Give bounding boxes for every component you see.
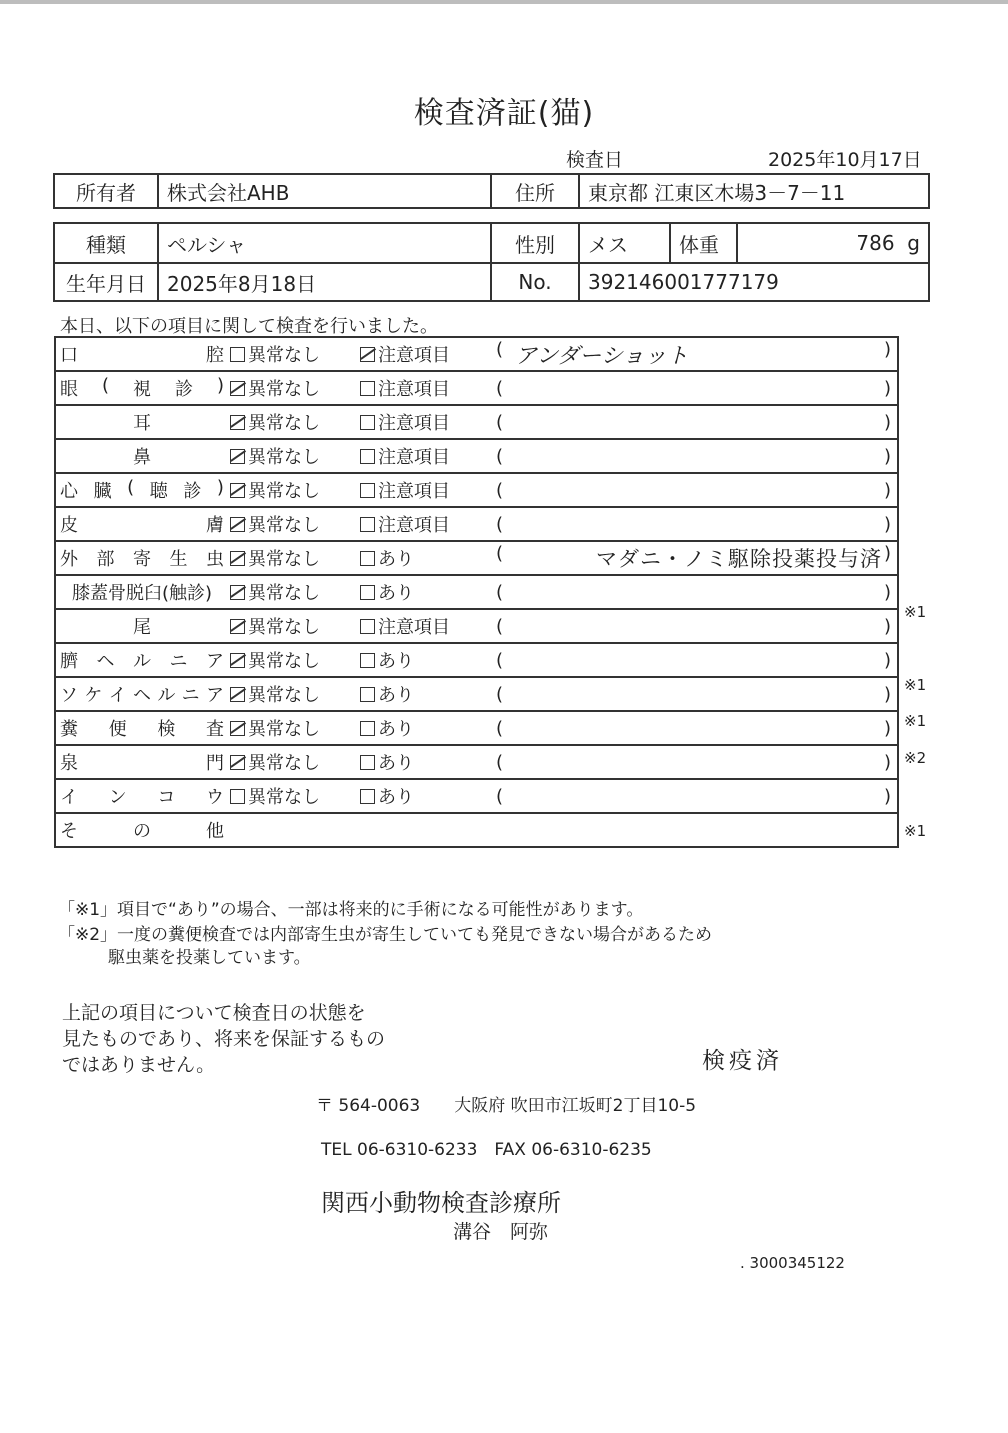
exam-item-name (55, 609, 226, 643)
weight-value: 786 (856, 231, 895, 255)
normal-cell (226, 779, 360, 813)
paren-close: ) (883, 649, 891, 671)
exam-item-name-char: 虫 (206, 549, 224, 570)
detail-cell (492, 473, 898, 507)
detail-text (503, 786, 884, 807)
caution-label: あり (378, 549, 414, 570)
animal-table (53, 222, 930, 302)
normal-cell (226, 575, 360, 609)
normal-checkbox[interactable] (230, 653, 245, 668)
exam-item-name-char: イ (60, 787, 78, 808)
caution-checkbox[interactable] (360, 449, 375, 464)
exam-row (55, 405, 898, 439)
exam-item-name (55, 405, 226, 439)
normal-label: 異常なし (248, 379, 320, 400)
normal-cell (226, 677, 360, 711)
scan-edge (0, 0, 1008, 4)
exam-row (55, 711, 898, 745)
paren-open: ( (496, 751, 504, 773)
exam-item-name (55, 439, 226, 473)
exam-item-name-char: の (133, 821, 151, 842)
exam-item-name (55, 473, 226, 507)
caution-cell (360, 711, 492, 745)
caution-label: 注意項目 (378, 413, 450, 434)
exam-item-name-char: ン (108, 787, 127, 808)
detail-text: マダニ・ノミ駆除投薬投与済 (595, 547, 882, 571)
caution-cell (360, 507, 492, 541)
exam-item-name-char: 聴 (149, 481, 168, 502)
exam-item-name-char: 膝蓋骨脱臼(触診) (71, 583, 213, 604)
exam-item-name-char: ( (101, 375, 110, 396)
caution-checkbox[interactable] (360, 585, 375, 600)
no-value: 392146001777179 (579, 263, 929, 301)
no-label: No. (491, 263, 579, 301)
exam-item-name-char: 門 (206, 753, 224, 774)
exam-item-name-char: 耳 (133, 413, 151, 434)
dob-label: 生年月日 (54, 263, 158, 301)
sex-label: 性別 (491, 223, 579, 263)
exam-item-name (55, 643, 226, 677)
paren-open: ( (496, 581, 504, 603)
caution-checkbox[interactable] (360, 619, 375, 634)
document-title: 検査済証(猫) (413, 96, 595, 131)
clinic-name: 関西小動物検査診療所 (321, 1189, 561, 1217)
exam-item-name (55, 711, 226, 745)
detail-text: アンダーショット (515, 343, 689, 369)
document-code: . 3000345122 (740, 1254, 845, 1272)
paren-close: ) (883, 411, 891, 433)
caution-label: あり (378, 753, 414, 774)
exam-item-name-char: 泉 (60, 753, 78, 774)
normal-label: 異常なし (248, 685, 320, 706)
exam-item-name-char: ウ (205, 787, 224, 808)
exam-item-name-char: ) (216, 477, 224, 498)
normal-checkbox[interactable] (230, 687, 245, 702)
exam-item-name-chars (60, 443, 224, 469)
exam-item-name (55, 813, 226, 847)
exam-item-name-char: 口 (60, 345, 78, 366)
detail-cell (492, 507, 898, 541)
caution-cell (360, 473, 492, 507)
caution-cell (360, 439, 492, 473)
detail-text (503, 616, 884, 637)
exam-item-name-chars (60, 545, 224, 571)
exam-item-name-char: ニ (181, 685, 200, 706)
normal-cell (226, 541, 360, 575)
caution-label: 注意項目 (378, 617, 450, 638)
exam-item-name-char: ケ (84, 685, 103, 706)
owner-value: 株式会社AHB (158, 174, 491, 208)
detail-wrap (492, 543, 897, 573)
normal-cell (226, 439, 360, 473)
footnote-mark: ※2 (904, 748, 927, 767)
exam-row (55, 371, 898, 405)
exam-item-name-char: 査 (205, 719, 224, 740)
caution-cell (360, 745, 492, 779)
exam-row (55, 473, 898, 507)
disclaimer (62, 1000, 385, 1078)
paren-open: ( (496, 649, 504, 671)
paren-open: ( (496, 785, 504, 807)
normal-label: 異常なし (248, 413, 320, 434)
exam-item-name-chars (60, 511, 224, 537)
exam-item-name-char: イ (108, 685, 127, 706)
detail-text (503, 752, 884, 773)
normal-label: 異常なし (248, 549, 320, 570)
caution-checkbox[interactable] (360, 721, 375, 736)
exam-item-name-char: 膚 (206, 515, 224, 536)
normal-checkbox[interactable] (230, 483, 245, 498)
exam-item-name-char: 寄 (133, 549, 151, 570)
normal-cell (226, 473, 360, 507)
detail-cell (492, 711, 898, 745)
paren-close: ) (883, 513, 891, 535)
exam-item-name (55, 541, 226, 575)
exam-item-name-chars (60, 647, 224, 673)
veterinarian-name: 溝谷 阿弥 (453, 1221, 549, 1243)
exam-item-name-char: 便 (108, 719, 127, 740)
exam-item-name-char: 他 (206, 821, 224, 842)
exam-item-name-char: 糞 (60, 719, 78, 740)
normal-cell (226, 337, 360, 371)
normal-label: 異常なし (248, 345, 320, 366)
caution-label: あり (378, 651, 414, 672)
footnote-mark: ※1 (904, 821, 927, 840)
exam-row (55, 745, 898, 779)
normal-checkbox[interactable] (230, 619, 245, 634)
detail-cell (492, 575, 898, 609)
address-label: 住所 (491, 174, 579, 208)
clinic-phone-fax: TEL 06-6310-6233 FAX 06-6310-6235 (321, 1140, 652, 1160)
exam-row (55, 813, 898, 847)
footnote-mark: ※1 (904, 712, 927, 730)
normal-label: 異常なし (248, 515, 320, 536)
intro-text: 本日、以下の項目に関して検査を行いました。 (60, 316, 438, 337)
exam-row (55, 643, 898, 677)
sex-value: メス (579, 223, 670, 263)
exam-table (54, 336, 899, 848)
exam-row (55, 779, 898, 813)
exam-item-name-chars (60, 749, 224, 775)
dob-value: 2025年8月18日 (158, 263, 491, 301)
normal-label: 異常なし (248, 447, 320, 468)
note-2: 「※2」一度の糞便検査では内部寄生虫が寄生していても発見できない場合があるため (58, 925, 713, 945)
detail-wrap (492, 339, 897, 370)
detail-wrap (492, 378, 897, 399)
exam-item-name-char: ル (157, 685, 176, 706)
detail-cell (492, 677, 898, 711)
caution-cell (360, 337, 492, 371)
paren-close: ) (883, 377, 891, 399)
exam-row (55, 507, 898, 541)
address-value: 東京都 江東区木場3－7－11 (579, 174, 929, 208)
exam-row (55, 677, 898, 711)
caution-checkbox[interactable] (360, 653, 375, 668)
caution-checkbox[interactable] (360, 755, 375, 770)
detail-wrap (492, 616, 897, 637)
paren-close: ) (883, 445, 891, 467)
normal-label: 異常なし (248, 753, 320, 774)
exam-item-name-char: ) (216, 375, 224, 396)
paren-open: ( (496, 445, 504, 467)
paren-open: ( (496, 683, 504, 705)
exam-item-name-char: 尾 (133, 617, 151, 638)
exam-item-name-char: ル (133, 651, 151, 672)
exam-item-name-char: ( (127, 477, 135, 498)
caution-cell (360, 609, 492, 643)
exam-item-name (55, 575, 226, 609)
normal-checkbox[interactable] (230, 517, 245, 532)
detail-cell (492, 439, 898, 473)
exam-item-name (55, 507, 226, 541)
normal-cell (226, 643, 360, 677)
paren-close: ) (883, 615, 891, 637)
exam-item-name-char: ヘ (96, 651, 115, 672)
normal-cell (226, 405, 360, 439)
detail-text (503, 412, 884, 433)
exam-item-name-char: 臓 (93, 481, 112, 502)
exam-item-name-chars (60, 579, 224, 605)
paren-open: ( (496, 338, 504, 360)
exam-row (55, 541, 898, 575)
exam-item-name-char: 外 (60, 549, 78, 570)
exam-item-name-char: 眼 (60, 379, 78, 400)
paren-open: ( (496, 615, 504, 637)
caution-label: あり (378, 787, 414, 808)
breed-label: 種類 (54, 223, 158, 263)
detail-text (503, 378, 884, 399)
paren-open: ( (496, 543, 504, 564)
other-notes-cell (226, 813, 898, 847)
caution-cell (360, 371, 492, 405)
normal-checkbox[interactable] (230, 415, 245, 430)
detail-text (503, 446, 884, 467)
caution-cell (360, 405, 492, 439)
quarantine-stamp: 検疫済 (702, 1048, 783, 1074)
disclaimer-line-3: ではありません。 (62, 1054, 216, 1076)
caution-cell (360, 541, 492, 575)
normal-cell (226, 711, 360, 745)
exam-item-name-chars (60, 409, 224, 435)
normal-cell (226, 507, 360, 541)
exam-item-name-chars (60, 715, 224, 741)
caution-checkbox[interactable] (360, 517, 375, 532)
note-2-cont: 駆虫薬を投薬しています。 (108, 948, 311, 968)
paren-close: ) (883, 683, 891, 705)
exam-item-name-chars (60, 817, 224, 843)
detail-cell (492, 609, 898, 643)
weight-cell (737, 223, 929, 263)
exam-item-name-chars (60, 341, 224, 367)
owner-table (53, 173, 930, 209)
detail-text (503, 718, 884, 739)
caution-cell (360, 643, 492, 677)
detail-cell (492, 745, 898, 779)
disclaimer-line-1: 上記の項目について検査日の状態を (62, 1002, 366, 1024)
paren-close: ) (883, 751, 891, 773)
caution-cell (360, 575, 492, 609)
disclaimer-line-2: 見たものであり、将来を保証するもの (62, 1028, 386, 1050)
detail-wrap (492, 514, 897, 535)
paren-close: ) (883, 543, 891, 564)
exam-row (55, 439, 898, 473)
exam-item-name-char: 心 (60, 481, 78, 502)
exam-item-name (55, 371, 226, 405)
clinic-address: 〒 564-0063 大阪府 吹田市江坂町2丁目10-5 (316, 1096, 697, 1116)
detail-text (503, 582, 884, 603)
exam-item-name-chars (60, 783, 224, 809)
exam-item-name-char: 生 (169, 549, 188, 570)
breed-value: ペルシャ (158, 223, 491, 263)
paren-open: ( (496, 513, 504, 535)
footnote-mark: ※1 (904, 675, 927, 694)
exam-item-name-char: ヘ (132, 685, 151, 706)
detail-text (503, 650, 884, 671)
exam-date-value: 2025年10月17日 (768, 149, 922, 171)
weight-unit: g (907, 231, 920, 255)
detail-wrap (492, 582, 897, 603)
paren-close: ) (883, 717, 891, 739)
detail-text (503, 514, 884, 535)
exam-item-name-char: 臍 (60, 651, 78, 672)
exam-item-name-chars (60, 613, 224, 639)
detail-wrap (492, 718, 897, 739)
detail-cell (492, 643, 898, 677)
owner-label: 所有者 (54, 174, 158, 208)
caution-label: 注意項目 (378, 379, 450, 400)
exam-item-name-char: ニ (169, 651, 188, 672)
normal-checkbox[interactable] (230, 721, 245, 736)
note-1: 「※1」項目で“あり”の場合、一部は将来的に手術になる可能性があります。 (58, 900, 644, 920)
exam-item-name-chars (60, 681, 224, 707)
exam-item-name-char: 皮 (60, 515, 78, 536)
caution-checkbox[interactable] (360, 483, 375, 498)
caution-checkbox[interactable] (360, 551, 375, 566)
caution-checkbox[interactable] (360, 381, 375, 396)
caution-label: あり (378, 685, 414, 706)
detail-wrap (492, 786, 897, 807)
normal-checkbox[interactable] (230, 585, 245, 600)
detail-text (503, 480, 884, 501)
detail-wrap (492, 752, 897, 773)
caution-cell (360, 677, 492, 711)
exam-row (55, 575, 898, 609)
footnote-mark: ※1 (904, 602, 927, 621)
caution-cell (360, 779, 492, 813)
paren-close: ) (883, 479, 891, 501)
caution-checkbox[interactable] (360, 687, 375, 702)
exam-item-name-char: ソ (60, 685, 78, 706)
exam-item-name (55, 337, 226, 371)
exam-item-name-char: ア (205, 685, 224, 706)
caution-label: 注意項目 (378, 515, 450, 536)
normal-cell (226, 745, 360, 779)
normal-label: 異常なし (248, 583, 320, 604)
caution-checkbox[interactable] (360, 789, 375, 804)
detail-wrap (492, 446, 897, 467)
detail-cell (492, 541, 898, 575)
exam-date-label: 検査日 (566, 149, 624, 171)
caution-checkbox[interactable] (360, 415, 375, 430)
normal-label: 異常なし (248, 719, 320, 740)
detail-cell (492, 779, 898, 813)
exam-item-name-char: ア (206, 651, 224, 672)
exam-item-name-char: 視 (133, 379, 151, 400)
detail-wrap (492, 650, 897, 671)
normal-checkbox[interactable] (230, 381, 245, 396)
paren-close: ) (883, 338, 891, 360)
exam-item-name-char: そ (60, 821, 78, 842)
normal-cell (226, 609, 360, 643)
caution-label: 注意項目 (378, 481, 450, 502)
caution-checkbox[interactable] (360, 347, 375, 362)
normal-label: 異常なし (248, 787, 320, 808)
paren-close: ) (883, 581, 891, 603)
detail-cell (492, 405, 898, 439)
caution-label: 注意項目 (378, 345, 450, 366)
exam-item-name-char: 部 (96, 549, 115, 570)
detail-cell (492, 371, 898, 405)
paren-close: ) (883, 785, 891, 807)
exam-row (55, 337, 898, 371)
detail-wrap (492, 412, 897, 433)
exam-item-name-chars (60, 375, 224, 401)
normal-checkbox[interactable] (230, 789, 245, 804)
normal-label: 異常なし (248, 651, 320, 672)
weight-label: 体重 (670, 223, 737, 263)
exam-item-name-char: 診 (174, 379, 193, 400)
normal-label: 異常なし (248, 617, 320, 638)
caution-label: あり (378, 583, 414, 604)
normal-checkbox[interactable] (230, 449, 245, 464)
exam-item-name (55, 677, 226, 711)
caution-label: 注意項目 (378, 447, 450, 468)
paren-open: ( (496, 717, 504, 739)
detail-cell (492, 337, 898, 371)
exam-item-name-char: コ (157, 787, 176, 808)
exam-item-name-char: 鼻 (133, 447, 151, 468)
normal-cell (226, 371, 360, 405)
exam-item-name (55, 779, 226, 813)
paren-open: ( (496, 377, 504, 399)
paren-open: ( (496, 479, 504, 501)
exam-item-name-char: 腔 (206, 345, 224, 366)
normal-label: 異常なし (248, 481, 320, 502)
detail-wrap (492, 684, 897, 705)
exam-item-name-chars (60, 477, 224, 503)
normal-checkbox[interactable] (230, 347, 245, 362)
paren-open: ( (496, 411, 504, 433)
detail-wrap (492, 480, 897, 501)
normal-checkbox[interactable] (230, 551, 245, 566)
exam-row (55, 609, 898, 643)
exam-item-name (55, 745, 226, 779)
exam-item-name-char: 診 (183, 481, 202, 502)
exam-item-name-char: 検 (157, 719, 176, 740)
normal-checkbox[interactable] (230, 755, 245, 770)
detail-text (503, 684, 884, 705)
caution-label: あり (378, 719, 414, 740)
